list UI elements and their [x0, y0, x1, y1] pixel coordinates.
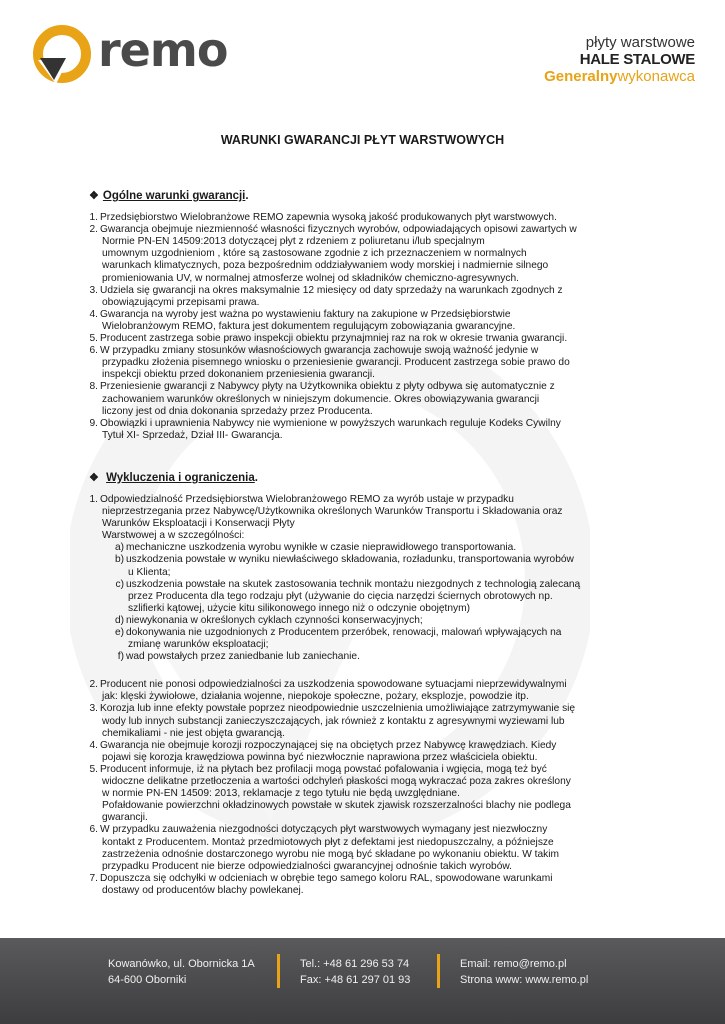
list-item-number: 5. — [89, 763, 98, 775]
footer-fax: Fax: +48 61 297 01 93 — [300, 974, 411, 986]
list-item-line: Przedsiębiorstwo Wielobranżowe REMO zapewnia wysoką jakość produkowanych płyt warstwowych. — [100, 212, 557, 224]
list-item-line: Tytuł XI- Sprzedaż, Dział III- Gwarancja. — [102, 429, 283, 441]
list-item-line: wody lub innych substancji zanieczyszczających, jak również z kontaktu z agresywnymi wyziewami lub — [102, 715, 565, 727]
section1-list — [86, 212, 626, 442]
footer-website[interactable]: Strona www: www.remo.pl — [460, 974, 589, 986]
list-item-number: e) — [114, 627, 124, 638]
list-item — [86, 494, 626, 542]
footer-address-line1: Kowanówko, ul. Obornicka 1A — [108, 958, 255, 970]
list-item-number: 2. — [89, 679, 98, 691]
list-item — [86, 212, 626, 224]
list-item-line: Pofałdowanie powierzchni okładzinowych powstałe w skutek zjawisk rozszerzalności blachy nie podlega — [102, 800, 571, 812]
list-item — [110, 651, 626, 663]
list-item-line: przypadku Producent nie bierze odpowiedzialności gwarancyjnej odnośnie takich wyrobów. — [102, 860, 513, 872]
list-item-number: b) — [114, 554, 124, 566]
list-item — [110, 554, 626, 578]
list-item-line: u Klienta; — [128, 566, 171, 578]
list-item — [86, 333, 626, 345]
list-item-line: zastrzeżenia odnośnie dostarczonego wyrobu nie mogą być składane po wykonaniu obiektu. W takim — [102, 848, 559, 860]
list-item-line: wad powstałych przez zaniedbanie lub zaniechanie. — [126, 651, 360, 663]
footer-address-line2: 64-600 Oborniki — [108, 974, 187, 986]
list-item-line: zachowaniem warunków określonych w niniejszym dokumencie. Okres obowiązywania gwarancji — [102, 393, 540, 405]
list-item — [86, 418, 626, 442]
list-item — [110, 627, 626, 651]
section2-list — [86, 679, 626, 897]
list-item-line: szlifierki kątowej, użycie kitu silikonowego innego niż o odczynie obojętnym) — [128, 602, 471, 614]
list-item-line: W przypadku zauważenia niezgodności dotyczących płyt warstwowych wymagany jest niezwłoczny — [100, 824, 548, 836]
tagline-wykonawca: wykonawca — [617, 68, 695, 85]
list-item-number: 6. — [89, 345, 98, 357]
list-item-line: Producent nie ponosi odpowiedzialności za uszkodzenia spowodowane sytuacjami nieprzewidywalnymi — [100, 679, 567, 691]
list-item — [86, 309, 626, 333]
list-item-line: dokonywania nie uzgodnionych z Producentem przeróbek, renowacji, malowań wpływających na — [126, 627, 562, 638]
list-item-line: Korozja lub inne efekty powstałe poprzez nieodpowiednie uszczelnienia umożliwiające zatrzymywanie się — [100, 703, 576, 715]
list-item-number: 8. — [89, 381, 98, 393]
list-item-line: w normie PN-EN 14509: 2013, reklamacje z tego tytułu nie będą uwzględniane. — [102, 788, 460, 800]
list-item-line: Normie PN-EN 14509:2013 dotyczącej płyt z rdzeniem z poliuretanu i/lub specjalnym — [102, 236, 485, 248]
list-item — [86, 824, 626, 872]
list-item-line: pojawi się korozja krawędziowa powinna być niezwłocznie naprawiona przez właściciela obiektu. — [102, 751, 538, 763]
list-item-line: Producent zastrzega sobie prawo inspekcji obiektu przynajmniej raz na rok w okresie trwania gwarancji. — [100, 333, 568, 345]
footer-email[interactable]: Email: remo@remo.pl — [460, 958, 567, 970]
list-item-line: W przypadku zmiany stosunków własnościowych gwarancja zachowuje swoją ważność jedynie w — [100, 345, 539, 357]
list-item — [86, 285, 626, 309]
list-item — [86, 381, 626, 417]
list-item-line: gwarancji. — [102, 812, 148, 824]
logo-wordmark: remo — [98, 23, 228, 77]
footer-contact — [460, 956, 588, 988]
list-item-line: promieniowania UV, w normalnej atmosferze wolnej od składników chemiczno-agresywnych. — [102, 272, 519, 284]
list-item-line: Udziela się gwarancji na okres maksymalnie 12 miesięcy od daty sprzedaży na warunkach zgodnych z — [100, 284, 563, 296]
list-item-line: widoczne delikatne przetłoczenia a wartości odchyleń płaskości mogą wykraczać poza zakres określony — [102, 776, 571, 788]
list-item-line: warunkach klimatycznych, poza bezpośrednim oddziaływaniem wody morskiej i nadmiernie silnego — [102, 260, 549, 272]
list-item-number: d) — [114, 614, 124, 626]
list-item-line: Gwarancja nie obejmuje korozji rozpoczynającej się na obciętych przez Nabywcę krawędziach. Kiedy — [100, 739, 557, 751]
list-item-number: c) — [115, 578, 124, 590]
list-item-number: 1. — [89, 212, 98, 224]
list-item-line: mechaniczne uszkodzenia wyrobu wynikłe w czasie nieprawidłowego transportowania. — [126, 542, 517, 554]
list-item-line: Warunków Eksploatacji i Konserwacji Płyty — [102, 518, 295, 530]
list-item-number: 7. — [89, 872, 98, 884]
list-item — [86, 740, 626, 764]
list-item-line: niewykonania w określonych cyklach czynności konserwacyjnych; — [126, 614, 423, 626]
list-item-number: 6. — [89, 824, 98, 836]
list-item-line: chemikaliami - nie jest objęta gwarancją. — [102, 727, 285, 739]
tagline-line2: HALE STALOWE — [579, 51, 695, 68]
list-item-number: 1. — [89, 493, 98, 505]
list-item-line: Dopuszcza się odchyłki w odcieniach w obrębie tego samego koloru RAL, spowodowane warunkami — [100, 872, 553, 884]
list-item-line: przez Producenta dla tego rodzaju płyt (używanie do cięcia narzędzi ściernych obrotowych np. — [128, 590, 553, 602]
section1-heading-text: Ogólne warunki gwarancji — [102, 190, 246, 202]
diamond-bullet-icon: ❖ — [89, 471, 99, 484]
footer-separator — [437, 954, 440, 988]
list-item-line: Producent informuje, iż na płytach bez profilacji mogą powstać pofalowania i wgięcia, mogą też być — [100, 763, 547, 775]
list-item — [86, 703, 626, 739]
page-footer — [0, 938, 725, 1024]
list-item — [86, 679, 626, 703]
list-item-number: 2. — [89, 224, 98, 236]
list-item-line: kontakt z Producentem. Montaż przedmiotowych płyt z defektami jest niedopuszczalny, a późniejsze — [102, 836, 554, 848]
footer-separator — [277, 954, 280, 988]
list-item — [86, 873, 626, 897]
list-item-line: dostawy od producentów blachy powlekanej. — [102, 884, 304, 896]
footer-phone — [300, 956, 410, 988]
company-tagline — [544, 34, 695, 85]
list-item — [110, 579, 626, 615]
list-item — [110, 615, 626, 627]
list-item-line: zmianę warunków eksploatacji; — [128, 639, 269, 651]
list-item-number: f) — [117, 651, 124, 663]
list-item-number: a) — [114, 542, 124, 554]
list-item-line: Wielobranżowym REMO, faktura jest dokumentem regulującym zobowiązania gwarancyjne. — [102, 320, 516, 332]
list-item-line: uszkodzenia powstałe na skutek zastosowania technik montażu niezgodnych z technologią zalecaną — [126, 578, 581, 590]
list-item-line: Obowiązki i uprawnienia Nabywcy nie wymienione w powyższych warunkach reguluje Kodeks Cywilny — [100, 417, 561, 429]
list-item-line: obowiązującymi przepisami prawa. — [102, 296, 260, 308]
footer-tel: Tel.: +48 61 296 53 74 — [300, 958, 410, 970]
list-item-number: 5. — [89, 333, 98, 345]
list-item-line: jak: klęski żywiołowe, działania wojenne, niepokoje społeczne, pożary, eksplozje, powodzie itp. — [102, 691, 529, 703]
section2-subitems — [86, 542, 626, 663]
list-item — [86, 224, 626, 284]
document-title: WARUNKI GWARANCJI PŁYT WARSTWOWYCH — [220, 133, 505, 147]
section2-heading: ❖ Wykluczenia i ograniczenia. — [89, 471, 258, 484]
section2-item1 — [86, 494, 626, 542]
list-item-line: inspekcji obiektu przed dokonaniem przeniesienia gwarancji. — [102, 369, 375, 381]
list-item-line: Warstwowej a w szczególności: — [102, 530, 245, 542]
list-item-line: uszkodzenia powstałe w wyniku niewłaściwego składowania, rozładunku, transportowania wyrobów — [126, 554, 574, 566]
list-item-line: umownym uzgodnieniom , które są zastosowane zgodnie z ich przeznaczeniem w normalnych — [102, 248, 527, 260]
list-item-line: liczony jest od dnia dokonania sprzedaży przez Producenta. — [102, 405, 373, 417]
list-item — [110, 542, 626, 554]
tagline-line3 — [544, 68, 695, 85]
section1-heading: ❖ Ogólne warunki gwarancji. — [89, 190, 249, 202]
list-item — [86, 764, 626, 824]
list-item-number: 3. — [89, 284, 98, 296]
list-item-line: przypadku złożenia pisemnego wniosku o przeniesienie gwarancji. Producent zastrzega sobie prawo do — [102, 357, 570, 369]
list-item-number: 9. — [89, 417, 98, 429]
list-item-line: nieprzestrzegania przez Nabywcę/Użytkownika określonych Warunków Transportu i Składowania oraz — [102, 506, 563, 518]
list-item-number: 3. — [89, 703, 98, 715]
document-body — [86, 190, 626, 897]
list-item-line: Gwarancja na wyroby jest ważna po wystawieniu faktury na zakupione w Przedsiębiorstwie — [100, 308, 511, 320]
list-item-number: 4. — [89, 739, 98, 751]
list-item-line: Przeniesienie gwarancji z Nabywcy płyty na Użytkownika obiektu z płyty odbywa się automatycznie z — [100, 381, 555, 393]
tagline-line1: płyty warstwowe — [585, 34, 695, 51]
footer-address — [108, 956, 255, 988]
list-item-line: Gwarancja obejmuje niezmienność własności fizycznych wyrobów, odpowiadających opisowi zawartych w — [100, 224, 577, 236]
list-item-line: Odpowiedzialność Przedsiębiorstwa Wielobranżowego REMO za wyrób ustaje w przypadku — [100, 493, 514, 505]
section2-heading-text: Wykluczenia i ograniczenia — [106, 471, 255, 484]
tagline-generalny: Generalny — [544, 68, 618, 85]
diamond-bullet-icon: ❖ — [89, 190, 99, 202]
list-item-number: 4. — [89, 308, 98, 320]
list-item — [86, 345, 626, 381]
